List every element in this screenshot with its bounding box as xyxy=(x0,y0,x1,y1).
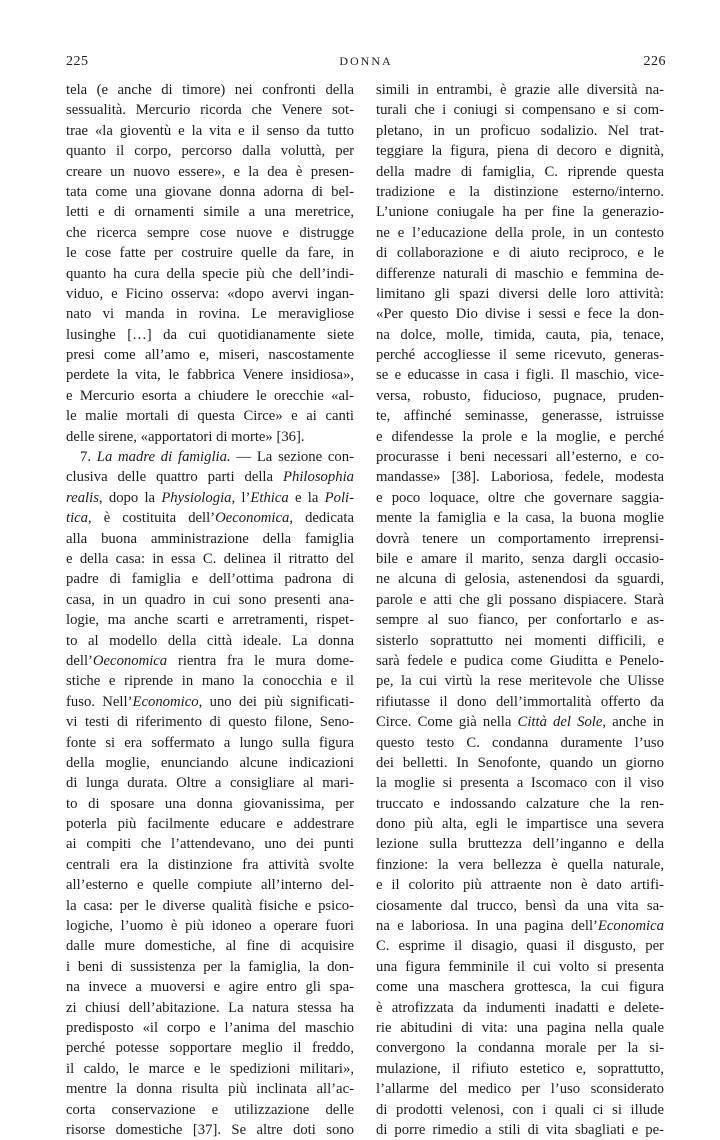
text-line: di lunga durata. Oltre a consigliare al mari- xyxy=(66,775,354,792)
text-line: tica, è costituita dell’Oeconomica, dedicata xyxy=(66,510,354,527)
text-line: che ricerca sempre cose nuove e distrugge xyxy=(66,224,354,241)
text-line: della madre di famiglia, C. riprende questa xyxy=(376,163,664,180)
text-line: e Mercurio esorta a chiudere le orecchie «al- xyxy=(66,387,354,404)
text-line: mandasse» [38]. Laboriosa, fedele, modesta xyxy=(376,469,664,486)
text-line: to al modello della città ideale. La donna xyxy=(66,632,354,649)
text-line: se e educasse in casa i figli. Il maschio, vice- xyxy=(376,367,664,384)
text-line: centrali era la distinzione fra attività svolte xyxy=(66,856,354,873)
text-line: mentre la donna risulta più inclinata all’ac- xyxy=(66,1081,354,1098)
text-line: zi chiusi dell’abitazione. La natura stessa ha xyxy=(66,999,354,1016)
text-line: sempre al suo fianco, per confortarlo e as- xyxy=(376,612,664,629)
text-line: letti e di ornamenti simile a una meretrice, xyxy=(66,204,354,221)
text-line: sarà fedele e pudica come Giuditta e Penelo- xyxy=(376,652,664,669)
text-line: di collaborazione e di aiuto reciproco, e le xyxy=(376,245,664,262)
text-line: viduo, e Ficino osserva: «dopo avervi ingan- xyxy=(66,285,354,302)
text-line: dalle mure domestiche, al fine di acquisire xyxy=(66,938,354,955)
page-number-right: 226 xyxy=(643,54,666,69)
text-line: i beni di sussistenza per la famiglia, la don- xyxy=(66,958,354,975)
text-line: ne alcuna di gelosia, astenendosi da sguardi, xyxy=(376,571,664,588)
text-line: mente la famiglia e la casa, la buona moglie xyxy=(376,510,664,527)
text-line: dovrà tenere un comportamento irreprensi- xyxy=(376,530,664,547)
text-line: nato vi manda in rovina. Le meravigliose xyxy=(66,306,354,323)
text-line: poterla più facilmente educare e addestrare xyxy=(66,816,354,833)
text-line: truccato e indossando calzature che la ren- xyxy=(376,795,664,812)
text-line: pe, la cui virtù la rese meritevole che Ulisse xyxy=(376,673,664,690)
text-line: ciosamente dal trucco, bensì da una vita sa- xyxy=(376,897,664,914)
text-line: sessualità. Mercurio ricorda che Venere sot- xyxy=(66,102,354,119)
text-line: la casa: per le diverse qualità fisiche e psico- xyxy=(66,897,354,914)
text-line: «Per questo Dio divise i sessi e fece la don- xyxy=(376,306,664,323)
text-line: mulazione, il rifiuto estetico e, soprattutto, xyxy=(376,1060,664,1077)
text-line: ai compiti che l’attendevano, uno dei punti xyxy=(66,836,354,853)
text-line: bile e amare il marito, senza dargli occasio- xyxy=(376,550,664,567)
text-line: quanto il corpo, percorso dalla voluttà, per xyxy=(66,143,354,160)
text-line: fuso. Nell’Economico, uno dei più significati- xyxy=(66,693,354,710)
text-line: e il colorito più attraente non è dato artifi- xyxy=(376,877,664,894)
text-line: di prodotti velenosi, con i quali ci si illude xyxy=(376,1101,664,1118)
text-line: ne e l’educazione della prole, in un contesto xyxy=(376,224,664,241)
text-line: quanto ha cura della specie più che dell’indi- xyxy=(66,265,354,282)
text-line: na invece a muoversi e agire entro gli spa- xyxy=(66,979,354,996)
text-line: e della casa: in essa C. delinea il ritratto del xyxy=(66,550,354,567)
running-head: DONNA xyxy=(339,54,393,68)
text-line: perdete la vita, le fabbrica Venere insidiosa», xyxy=(66,367,354,384)
text-line: dell’Oeconomica rientra fra le mura dome- xyxy=(66,652,354,669)
text-line: to di sposare una donna giovanissima, per xyxy=(66,795,354,812)
text-line: risorse domestiche [37]. Se altre doti sono xyxy=(66,1121,354,1138)
text-line: la moglie si presenta a Iscomaco con il viso xyxy=(376,775,664,792)
text-line: differenze naturali di maschio e femmina de- xyxy=(376,265,664,282)
text-line: clusiva delle quattro parti della Philosophia xyxy=(66,469,354,486)
text-line: l’allarme del medico per l’uso sconsiderato xyxy=(376,1081,664,1098)
text-line: L’unione coniugale ha per fine la generazio- xyxy=(376,204,664,221)
text-line: il caldo, le marce e le spedizioni militari», xyxy=(66,1060,354,1077)
text-line: 7. La madre di famiglia. — La sezione con- xyxy=(80,449,354,466)
right-column xyxy=(376,80,664,1140)
text-line: versa, robusto, fiducioso, pugnace, pruden- xyxy=(376,387,664,404)
text-line: dono più alta, egli le impartisce una severa xyxy=(376,816,664,833)
text-line: teggiare la figura, piena di decoro e dignità, xyxy=(376,143,664,160)
text-line: e difendesse la prole e la moglie, e perché xyxy=(376,428,664,445)
text-line: logie, ma anche scarti e arretramenti, rispet- xyxy=(66,612,354,629)
text-line: rifiutasse il dono dell’immortalità offerto da xyxy=(376,693,664,710)
page-header xyxy=(66,54,666,74)
text-line: simili in entrambi, è grazie alle diversità na- xyxy=(376,82,664,98)
text-line: come una maschera grottesca, la cui figura xyxy=(376,979,664,996)
text-line: le cose fatte per costruire quelle da fare, in xyxy=(66,245,354,262)
text-line: perché accogliesse il seme ricevuto, generas- xyxy=(376,347,664,364)
text-line: presi come all’amo e, miseri, nascostamente xyxy=(66,347,354,364)
text-line: all’esterno e quelle compiute all’interno del- xyxy=(66,877,354,894)
text-line: vi testi di riferimento di questo filone, Seno- xyxy=(66,714,354,731)
text-line: lezione sulla bruttezza dell’inganno e della xyxy=(376,836,664,853)
text-line: le malie mortali di questa Circe» e ai canti xyxy=(66,408,354,425)
left-column xyxy=(66,80,354,1140)
text-line: finzione: la vera bellezza è quella naturale, xyxy=(376,856,664,873)
text-line: casa, in un quadro in cui sono presenti ana- xyxy=(66,591,354,608)
text-line: rie abitudini di vita: una pagina nella quale xyxy=(376,1019,664,1036)
text-line: convergono la condanna morale per la si- xyxy=(376,1040,664,1057)
text-line: di porre rimedio a stili di vita sbagliati e pe- xyxy=(376,1121,664,1138)
text-line: na e laboriosa. In una pagina dell’Economica xyxy=(376,918,664,935)
text-line: procurasse i beni necessari all’esterno, e co- xyxy=(376,449,664,466)
text-line: logiche, l’uomo è più idoneo a operare fuori xyxy=(66,918,354,935)
text-line: turali che i coniugi si compensano e si com- xyxy=(376,102,664,119)
text-line: padre di famiglia e dell’ottima padrona di xyxy=(66,571,354,588)
text-line: della moglie, enunciando alcune indicazioni xyxy=(66,754,354,771)
text-line: realis, dopo la Physiologia, l’Ethica e la Poli- xyxy=(66,489,354,506)
text-line: creare un nuovo essere», e la dea è presen- xyxy=(66,163,354,180)
text-line: na dolce, molle, timida, cauta, pia, tenace, xyxy=(376,326,664,343)
text-line: questo testo C. condanna duramente l’uso xyxy=(376,734,664,751)
text-line: tradizione e la distinzione esterno/interno. xyxy=(376,183,664,200)
text-line: Circe. Come già nella Città del Sole, anche in xyxy=(376,714,664,731)
page-number-left: 225 xyxy=(66,54,89,69)
text-line: C. esprime il disagio, quasi il disgusto, per xyxy=(376,938,664,955)
text-line: limitano gli spazi diversi delle loro attività: xyxy=(376,285,664,302)
text-line: tata come una giovane donna adorna di bel- xyxy=(66,183,354,200)
text-line: delle sirene, «apportatori di morte» [36]. xyxy=(66,428,305,445)
text-line: trae «la gioventù e la vita e il senso da tutto xyxy=(66,122,354,139)
text-line: pletano, in un proficuo sodalizio. Nel trat- xyxy=(376,122,664,139)
text-line: perché potesse sopportare meglio il freddo, xyxy=(66,1040,354,1057)
text-line: te, affinché seminasse, generasse, istruisse xyxy=(376,408,664,425)
text-line: stiche e riprende in mano la conocchia e il xyxy=(66,673,354,690)
text-line: parole e atti che gli possano dispiacere. Starà xyxy=(376,591,664,608)
text-line: dei belletti. In Senofonte, quando un giorno xyxy=(376,754,664,771)
text-line: corta conservazione e utilizzazione delle xyxy=(66,1101,354,1118)
text-line: tela (e anche di timore) nei confronti della xyxy=(66,82,354,98)
text-line: predisposto «il corpo e l’anima del maschio xyxy=(66,1019,354,1036)
text-line: è atrofizzata da indumenti inadatti e delete- xyxy=(376,999,664,1016)
text-line: una figura femminile il cui volto si presenta xyxy=(376,958,664,975)
text-line: alla buona amministrazione della famiglia xyxy=(66,530,354,547)
text-line: e poco loquace, oltre che governare saggia- xyxy=(376,489,664,506)
text-line: lusinghe […] da cui quotidianamente siete xyxy=(66,326,354,343)
text-line: sisterlo soprattutto nei momenti difficili, e xyxy=(376,632,664,649)
text-line: fonte si era soffermato a lungo sulla figura xyxy=(66,734,354,751)
